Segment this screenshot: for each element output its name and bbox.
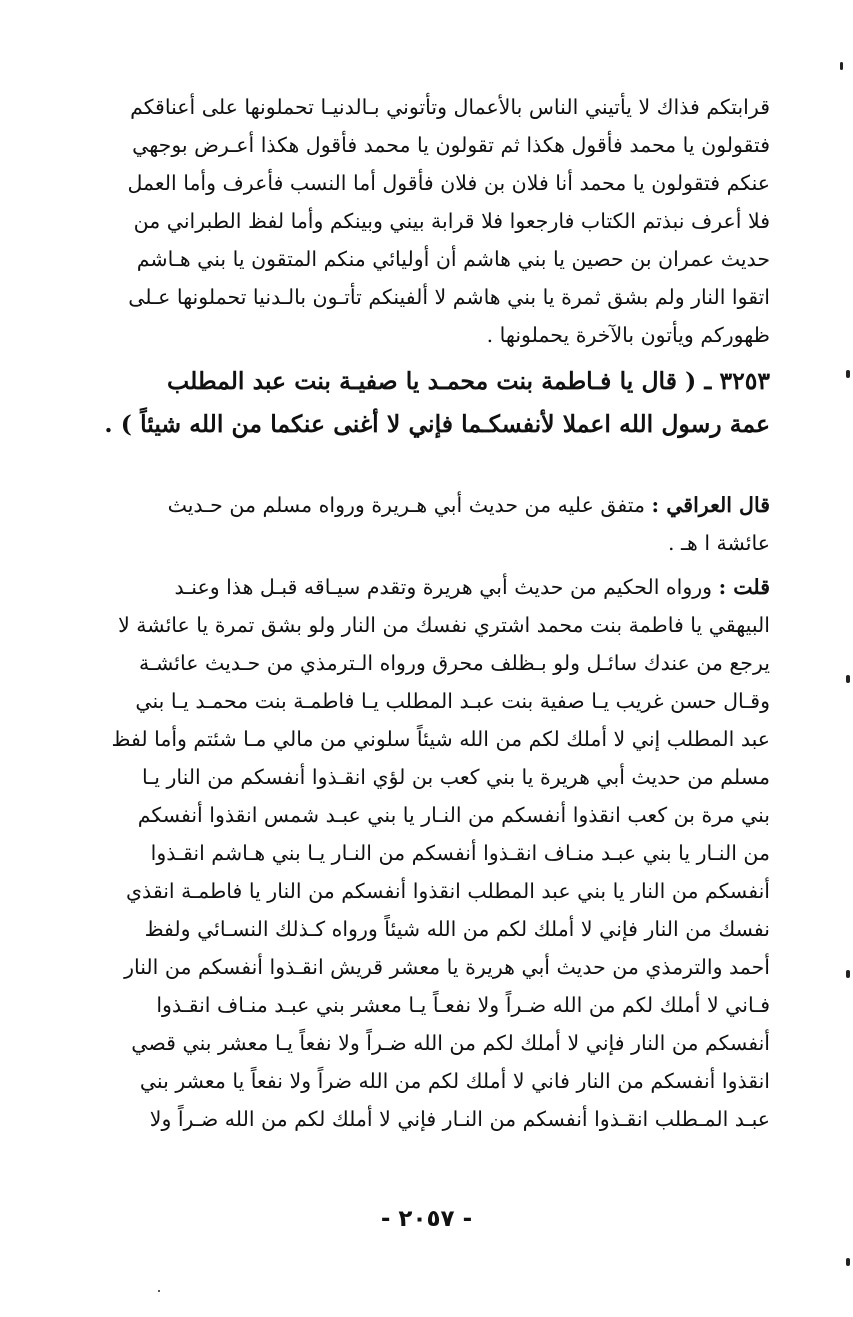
- text-line: أحمد والترمذي من حديث أبي هريرة يا معشر قريش انقـذوا أنفسكم من النار: [124, 955, 770, 979]
- text-line: عائشة ا هـ .: [667, 531, 770, 555]
- text-line: البيهقي يا فاطمة بنت محمد اشتري نفسك من النار ولو بشق تمرة يا عائشة لا: [118, 613, 770, 637]
- scan-speck: [846, 370, 850, 378]
- text-line: اتقوا النار ولم بشق ثمرة يا بني هاشم لا ألفينكم تأتـون بالـدنيا تحملونها عـلى: [128, 285, 770, 309]
- scan-speck: [846, 1258, 850, 1266]
- text-line: أنفسكم من النار فإني لا أملك لكم من الله ضـراً ولا نفعاً يـا معشر بني قصي: [131, 1031, 770, 1055]
- text-line: يرجع من عندك سائـل ولو بـظلف محرق ورواه الـترمذي من حـديث عائشـة: [139, 651, 770, 675]
- author-commentary: [85, 568, 770, 1138]
- scan-speck: [158, 1290, 160, 1292]
- text-line: فلا أعرف نبذتم الكتاب فارجعوا فلا قرابة بيني وبينكم وأما لفظ الطبراني من: [133, 209, 770, 233]
- text-line: حديث عمران بن حصين يا بني هاشم أن أوليائي منكم المتقون يا بني هـاشم: [136, 247, 770, 271]
- text-line: نفسك من النار فإني لا أملك لكم من الله شيئاً ورواه كـذلك النسـائي ولفظ: [144, 917, 770, 941]
- text-line: قرابتكم فذاك لا يأتيني الناس بالأعمال وتأتوني بـالدنيـا تحملونها على أعناقكم: [130, 95, 770, 119]
- iraqi-commentary: [85, 486, 770, 562]
- text-line: عنكم فتقولون يا محمد أنا فلان بن فلان فأقول أما النسب فأعرف وأما العمل: [127, 171, 770, 195]
- text-line: ظهوركم ويأتون بالآخرة يحملونها .: [486, 323, 770, 347]
- commentary-text: متفق عليه من حديث أبي هـريرة ورواه مسلم من حـديث: [167, 493, 652, 517]
- text-line: من النـار يا بني عبـد منـاف انقـذوا أنفسكم من النـار يـا بني هـاشم انقـذوا: [150, 841, 770, 865]
- text-line: أنفسكم من النار يا بني عبد المطلب انقذوا أنفسكم من النار يا فاطمـة انقذي: [126, 879, 770, 903]
- text-line: فتقولون يا محمد فأقول هكذا ثم تقولون يا محمد فأقول هكذا أعـرض بوجهي: [132, 133, 770, 157]
- commentary-text: ورواه الحكيم من حديث أبي هريرة وتقدم سيـاقه قبـل هذا وعنـد: [174, 575, 719, 599]
- heading-line: ٣٢٥٣ ـ ( قال يا فـاطمة بنت محمـد يا صفيـة بنت عبد المطلب: [167, 367, 770, 395]
- commentary-label: قلت :: [718, 575, 770, 599]
- scan-speck: [840, 62, 843, 70]
- paragraph-continued: [85, 88, 770, 354]
- hadith-heading: [85, 360, 770, 446]
- commentary-label: قال العراقي :: [651, 493, 770, 517]
- text-line: عبـد المـطلب انقـذوا أنفسكم من النـار فإني لا أملك لكم من الله ضـراً ولا: [149, 1107, 770, 1131]
- scan-speck: [846, 675, 850, 683]
- heading-line: عمة رسول الله اعملا لأنفسكـما فإني لا أغنى عنكما من الله شيئاً ) .: [104, 410, 770, 438]
- text-line: [85, 486, 770, 524]
- scan-speck: [846, 970, 850, 978]
- text-line: [85, 568, 770, 606]
- text-line: فـاني لا أملك لكم من الله ضـراً ولا نفعـاً يـا معشر بني عبـد منـاف انقـذوا: [156, 993, 770, 1017]
- text-line: وقـال حسن غريب يـا صفية بنت عبـد المطلب يـا فاطمـة بنت محمـد يـا بني: [135, 689, 770, 713]
- text-line: مسلم من حديث أبي هريرة يا بني كعب بن لؤي انقـذوا أنفسكم من النار يـا: [141, 765, 770, 789]
- text-line: انقذوا أنفسكم من النار فاني لا أملك لكم من الله ضراً ولا نفعاً يا معشر بني: [139, 1069, 770, 1093]
- page-number: - ٢٠٥٧ -: [380, 1206, 473, 1232]
- text-line: عبد المطلب إني لا أملك لكم من الله شيئاً سلوني من مالي مـا شئتم وأما لفظ: [111, 727, 770, 751]
- text-line: بني مرة بن كعب انقذوا أنفسكم من النـار يا بني عبـد شمس انقذوا أنفسكم: [137, 803, 770, 827]
